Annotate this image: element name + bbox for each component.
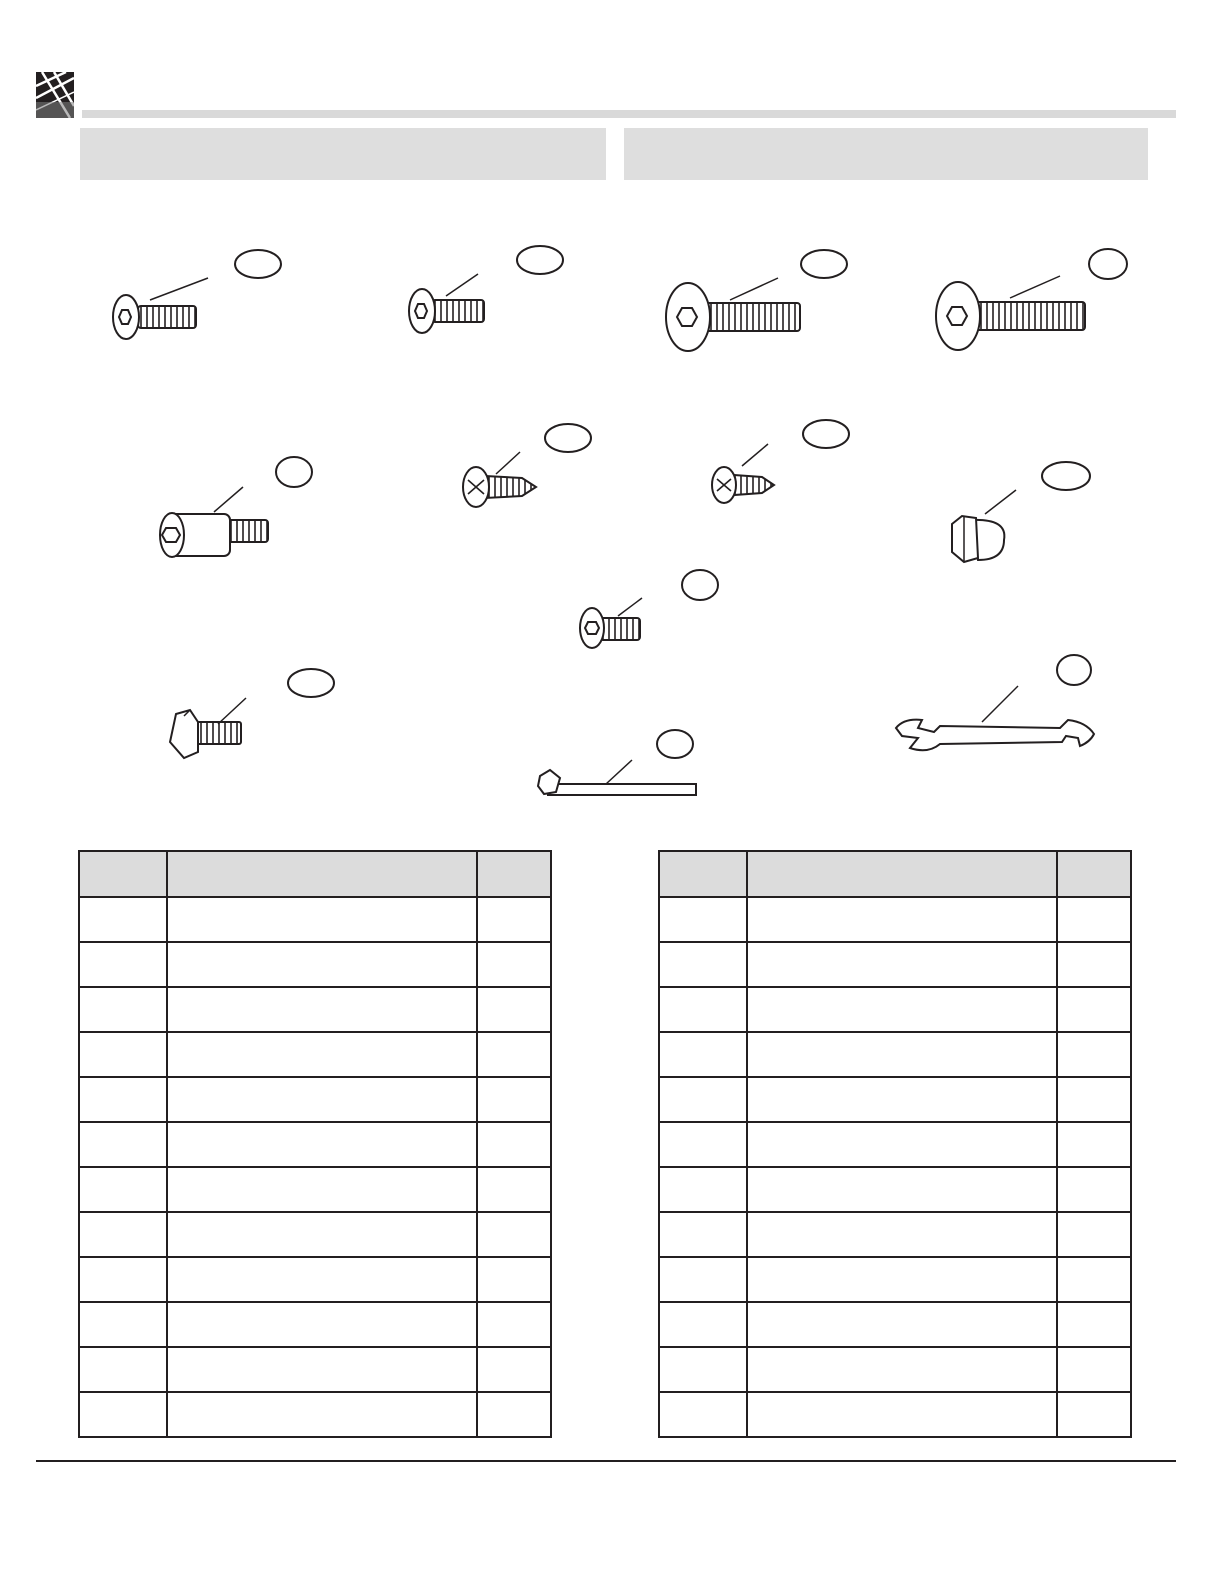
table-cell xyxy=(659,1302,747,1347)
table-row xyxy=(79,1167,551,1212)
callout-bubble xyxy=(1089,249,1127,279)
table-row xyxy=(79,1212,551,1257)
hex-socket-flat-head-bolt-long-icon xyxy=(666,278,800,351)
table-cell xyxy=(1057,1077,1131,1122)
callout-bubble xyxy=(682,570,718,600)
table-cell xyxy=(167,1077,477,1122)
hex-socket-button-head-bolt-short-icon xyxy=(113,278,208,339)
table-cell xyxy=(659,1077,747,1122)
table-cell xyxy=(1057,1212,1131,1257)
phillips-wood-screw-small-icon xyxy=(712,444,774,503)
table-cell xyxy=(747,897,1057,942)
table-row xyxy=(659,1392,1131,1437)
table-cell xyxy=(1057,1257,1131,1302)
table-cell xyxy=(659,987,747,1032)
table-row xyxy=(79,942,551,987)
table-cell xyxy=(747,1257,1057,1302)
table-row xyxy=(659,1122,1131,1167)
table-cell xyxy=(747,1077,1057,1122)
table-row xyxy=(659,1032,1131,1077)
table-cell xyxy=(79,1302,167,1347)
table-row xyxy=(659,1257,1131,1302)
table-cell xyxy=(477,1392,551,1437)
column-header xyxy=(79,851,167,897)
parts-table-right xyxy=(658,850,1132,1438)
table-cell xyxy=(167,1167,477,1212)
shoulder-bolt-icon xyxy=(160,487,268,557)
table-cell xyxy=(79,1032,167,1077)
table-cell xyxy=(659,1212,747,1257)
table-cell xyxy=(167,1032,477,1077)
table-cell xyxy=(167,1257,477,1302)
column-header xyxy=(477,851,551,897)
table-cell xyxy=(1057,1167,1131,1212)
table-cell xyxy=(1057,1347,1131,1392)
table-cell xyxy=(659,1257,747,1302)
table-cell xyxy=(477,1077,551,1122)
table-cell xyxy=(477,1302,551,1347)
callout-bubble xyxy=(1057,655,1091,685)
callout-bubble xyxy=(517,246,563,274)
table-cell xyxy=(167,1392,477,1437)
table-cell xyxy=(79,897,167,942)
table-row xyxy=(79,1392,551,1437)
hex-socket-flat-head-bolt-longest-icon xyxy=(936,276,1085,350)
callout-bubble xyxy=(545,424,591,452)
table-cell xyxy=(1057,897,1131,942)
callout-bubble xyxy=(1042,462,1090,490)
table-cell xyxy=(79,1257,167,1302)
callout-bubble xyxy=(801,250,847,278)
callout-bubble xyxy=(288,669,334,697)
table-cell xyxy=(1057,1392,1131,1437)
table-cell xyxy=(747,1212,1057,1257)
table-row xyxy=(659,987,1131,1032)
table-row xyxy=(79,1257,551,1302)
table-row xyxy=(659,1212,1131,1257)
table-cell xyxy=(167,1122,477,1167)
table-cell xyxy=(477,1347,551,1392)
callout-bubble xyxy=(276,457,312,487)
table-cell xyxy=(1057,1032,1131,1077)
table-cell xyxy=(167,1347,477,1392)
table-header-row xyxy=(659,851,1131,897)
square-head-bolt-icon xyxy=(170,698,246,758)
hex-socket-bolt-small-icon xyxy=(580,598,642,648)
table-cell xyxy=(167,942,477,987)
callout-bubble xyxy=(657,730,693,758)
table-row xyxy=(79,1077,551,1122)
column-header xyxy=(747,851,1057,897)
table-cell xyxy=(747,987,1057,1032)
table-cell xyxy=(659,1392,747,1437)
table-cell xyxy=(79,1212,167,1257)
table-header-row xyxy=(79,851,551,897)
table-row xyxy=(659,1347,1131,1392)
table-cell xyxy=(747,1167,1057,1212)
table-cell xyxy=(477,1212,551,1257)
table-cell xyxy=(477,1032,551,1077)
table-cell xyxy=(1057,942,1131,987)
table-cell xyxy=(747,1347,1057,1392)
footer-rule xyxy=(36,1460,1176,1462)
table-cell xyxy=(167,897,477,942)
table-row xyxy=(659,897,1131,942)
table-cell xyxy=(79,1122,167,1167)
table-cell xyxy=(477,987,551,1032)
open-end-wrench-icon xyxy=(896,686,1094,750)
table-row xyxy=(659,1167,1131,1212)
table-cell xyxy=(659,897,747,942)
table-cell xyxy=(747,1122,1057,1167)
table-cell xyxy=(1057,1302,1131,1347)
table-cell xyxy=(167,987,477,1032)
table-cell xyxy=(477,897,551,942)
column-header xyxy=(1057,851,1131,897)
column-header xyxy=(659,851,747,897)
table-cell xyxy=(79,1392,167,1437)
table-cell xyxy=(79,942,167,987)
callout-bubble xyxy=(803,420,849,448)
table-cell xyxy=(79,1167,167,1212)
table-cell xyxy=(167,1302,477,1347)
table-cell xyxy=(747,942,1057,987)
table-cell xyxy=(1057,1122,1131,1167)
hex-socket-button-head-bolt-shorter-icon xyxy=(409,274,484,333)
column-header xyxy=(167,851,477,897)
table-cell xyxy=(79,1077,167,1122)
allen-key-icon xyxy=(538,760,696,795)
table-row xyxy=(79,897,551,942)
table-cell xyxy=(659,1122,747,1167)
table-row xyxy=(659,1302,1131,1347)
table-cell xyxy=(79,987,167,1032)
table-cell xyxy=(79,1347,167,1392)
table-cell xyxy=(477,1257,551,1302)
table-cell xyxy=(477,942,551,987)
table-row xyxy=(79,1347,551,1392)
phillips-wood-screw-large-icon xyxy=(463,452,536,507)
table-cell xyxy=(477,1122,551,1167)
table-row xyxy=(79,987,551,1032)
table-row xyxy=(79,1032,551,1077)
table-cell xyxy=(659,942,747,987)
table-cell xyxy=(747,1392,1057,1437)
callout-bubble xyxy=(235,250,281,278)
table-cell xyxy=(659,1032,747,1077)
table-cell xyxy=(747,1302,1057,1347)
table-cell xyxy=(659,1167,747,1212)
table-cell xyxy=(1057,987,1131,1032)
table-row xyxy=(79,1122,551,1167)
table-cell xyxy=(167,1212,477,1257)
table-cell xyxy=(747,1032,1057,1077)
table-row xyxy=(659,942,1131,987)
table-row xyxy=(659,1077,1131,1122)
parts-table-left xyxy=(78,850,552,1438)
acorn-cap-nut-icon xyxy=(952,490,1016,562)
table-cell xyxy=(659,1347,747,1392)
table-cell xyxy=(477,1167,551,1212)
table-row xyxy=(79,1302,551,1347)
